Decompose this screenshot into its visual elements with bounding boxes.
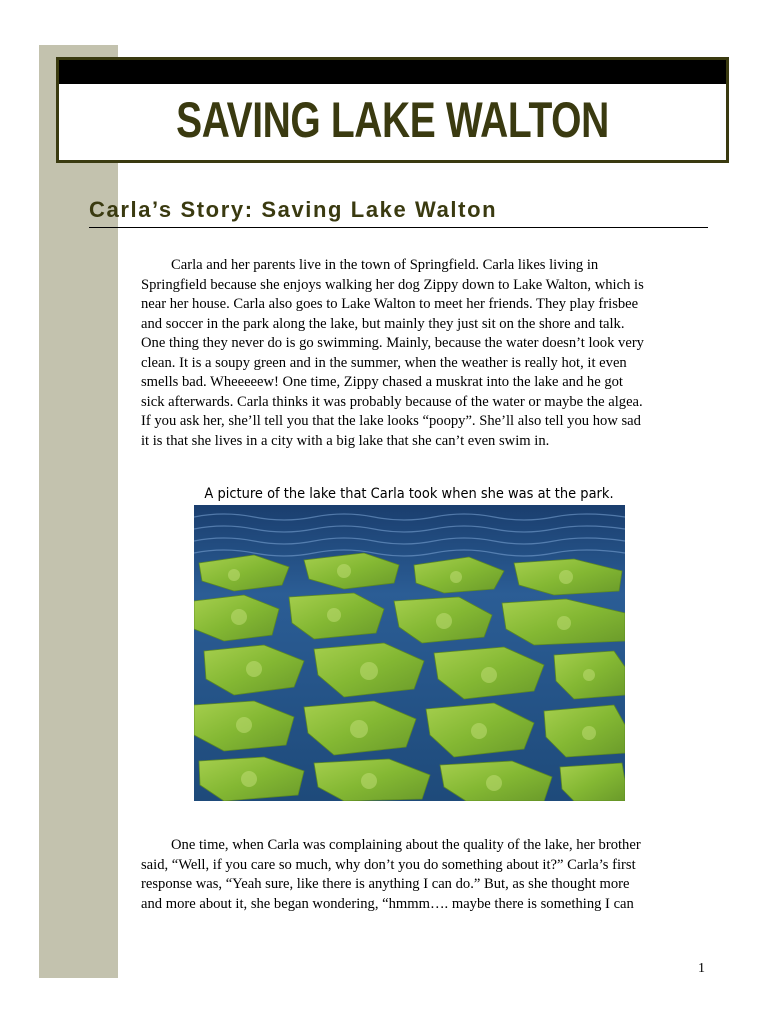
text-line: said, “Well, if you care so much, why don’t you do something about it?” Carla’s first (141, 856, 636, 873)
text-line: and more about it, she began wondering, “hmmm…. maybe there is something I can (141, 895, 634, 912)
text-line: response was, “Yeah sure, like there is anything I can do.” But, as she thought more (141, 876, 630, 892)
story-paragraph-2 (141, 836, 716, 914)
decorative-sidebar (39, 45, 118, 978)
text-line: Carla and her parents live in the town of Springfield. Carla likes living in (171, 257, 599, 273)
text-line: If you ask her, she’ll tell you that the lake looks “poopy”. She’ll also tell you how sad (141, 413, 641, 429)
story-paragraph-1 (141, 256, 716, 451)
text-line: and soccer in the park along the lake, but mainly they just sit on the shore and talk. (141, 315, 625, 332)
text-line: One thing they never do is go swimming. Mainly, because the water doesn’t look very (141, 335, 644, 351)
lake-algae-photo (194, 505, 625, 801)
section-heading: Carla’s Story: Saving Lake Walton (89, 197, 498, 222)
heading-divider (89, 227, 708, 228)
text-line: One time, when Carla was complaining about the quality of the lake, her brother (171, 837, 641, 853)
text-line: it is that she lives in a city with a big lake that she can’t even swim in. (141, 432, 550, 449)
figure-caption: A picture of the lake that Carla took when she was at the park. (204, 486, 614, 502)
text-line: sick afterwards. Carla thinks it was probably because of the water or maybe the algea. (141, 393, 643, 410)
text-line: smells bad. Wheeeeew! One time, Zippy chased a muskrat into the lake and he got (141, 374, 623, 390)
text-line: near her house. Carla also goes to Lake Walton to meet her friends. They play frisbee (141, 296, 639, 312)
title-banner (56, 57, 729, 163)
text-line: clean. It is a soupy green and in the summer, when the weather is really hot, it even (141, 354, 627, 371)
page-title: SAVING LAKE WALTON (176, 92, 609, 148)
page-number: 1 (698, 961, 705, 976)
title-band (59, 60, 726, 84)
text-line: Springfield because she enjoys walking her dog Zippy down to Lake Walton, which is (141, 276, 644, 293)
